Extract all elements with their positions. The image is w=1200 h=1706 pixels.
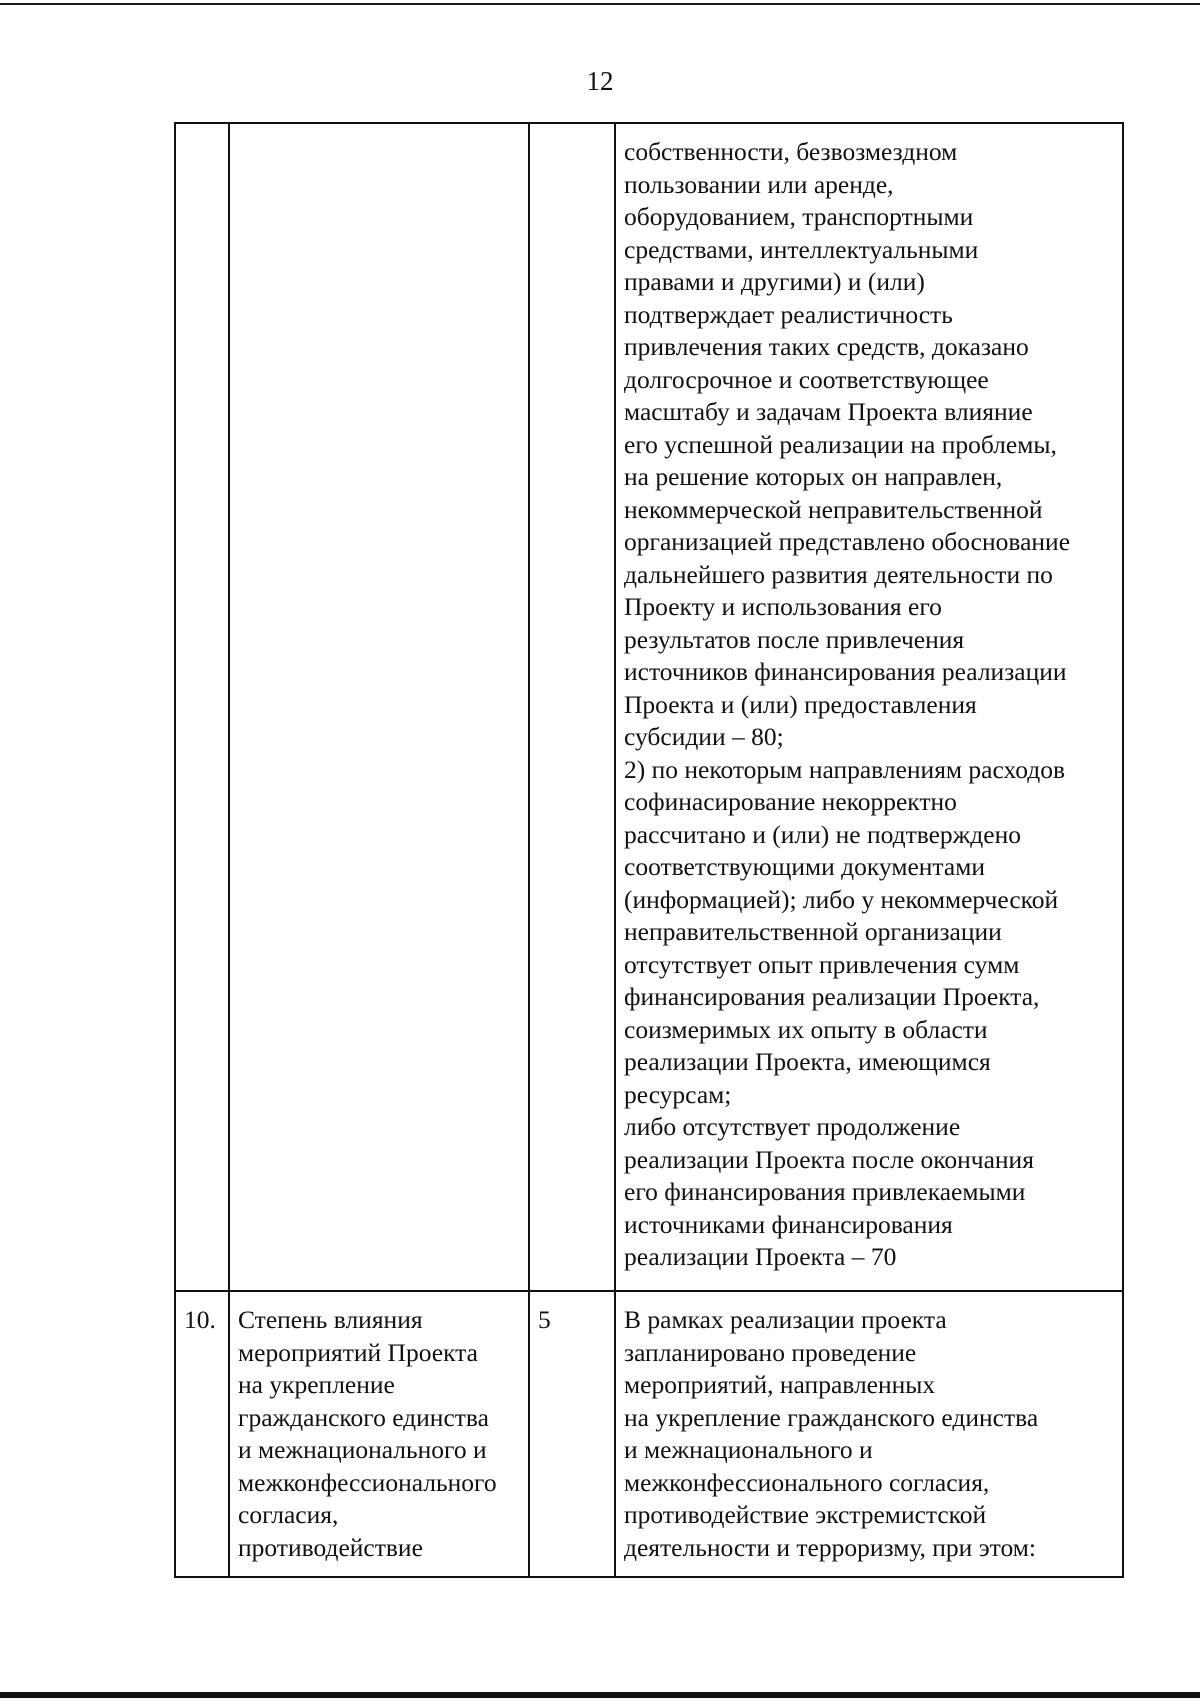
criterion-name-cell bbox=[229, 123, 529, 1291]
table-row bbox=[175, 1291, 1123, 1577]
max-score-cell: 5 bbox=[529, 1291, 615, 1577]
criterion-name-cell: Степень влияния мероприятий Проекта на укрепление гражданского единства и межнационального и межконфессионального согласия, противодействие bbox=[229, 1291, 529, 1577]
scan-bottom-edge bbox=[0, 1692, 1200, 1698]
max-score-cell bbox=[529, 123, 615, 1291]
table-row bbox=[175, 123, 1123, 1291]
criteria-table bbox=[174, 122, 1124, 1578]
row-number-cell: 10. bbox=[175, 1291, 229, 1577]
page-number: 12 bbox=[586, 66, 614, 96]
criterion-description-cell: собственности, безвозмездном пользовании или аренде, оборудованием, транспортными средствами, интеллектуальными правами и другими) и (или) подтверждает реалистичность привлечения таких средств, доказано долгосрочное и соответствующее масштабу и задачам Проекта влияние его успешной реализации на проблемы, на решение которых он направлен, некоммерческой неправительственной организацией представлено обоснование дальнейшего развития деятельности по Проекту и использования его результатов после привлечения источников финансирования реализации Проекта и (или) предоставления субсидии – 80; 2) по некоторым направлениям расходов софинасирование некорректно рассчитано и (или) не подтверждено соответствующими документами (информацией); либо у некоммерческой неправительственной организации отсутствует опыт привлечения сумм финансирования реализации Проекта, соизмеримых их опыту в области реализации Проекта, имеющимся ресурсам; либо отсутствует продолжение реализации Проекта после окончания его финансирования привлекаемыми источниками финансирования реализации Проекта – 70 bbox=[615, 123, 1123, 1291]
row-number-cell bbox=[175, 123, 229, 1291]
criterion-description-cell: В рамках реализации проекта запланировано проведение мероприятий, направленных на укрепление гражданского единства и межнационального и межконфессионального согласия, противодействие экстремистской деятельности и терроризму, при этом: bbox=[615, 1291, 1123, 1577]
scan-top-edge bbox=[0, 0, 1200, 6]
